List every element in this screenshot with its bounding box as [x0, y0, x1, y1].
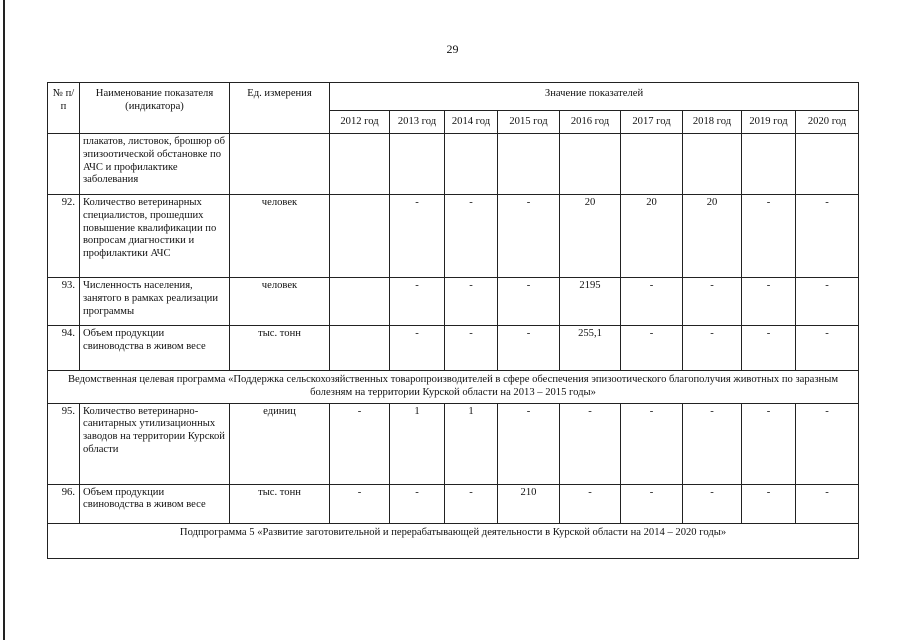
header-year: 2019 год: [742, 111, 796, 134]
table-row: [48, 403, 859, 484]
value-cell: -: [498, 403, 560, 484]
value-cell: -: [560, 403, 621, 484]
value-cell: [683, 134, 742, 195]
value-cell: [498, 134, 560, 195]
section-title: Подпрограмма 5 «Развитие заготовительной и перерабатывающей деятельности в Курской области на 2014 – 2020 годы»: [48, 523, 859, 558]
value-cell: -: [390, 326, 445, 371]
header-year: 2018 год: [683, 111, 742, 134]
value-cell: -: [742, 195, 796, 278]
section-title: Ведомственная целевая программа «Поддержка сельскохозяйственных товаропроизводителей в сфере обеспечения эпизоотического благополучия животных по заразным болезням на территории Курской области на 2013 – 2015 годы»: [48, 371, 859, 404]
value-cell: 20: [621, 195, 683, 278]
header-year: 2016 год: [560, 111, 621, 134]
table-row: [48, 278, 859, 326]
value-cell: [796, 134, 859, 195]
header-unit: Ед. измерения: [230, 83, 330, 134]
value-cell: 1: [445, 403, 498, 484]
value-cell: [330, 134, 390, 195]
value-cell: -: [742, 403, 796, 484]
unit: тыс. тонн: [230, 326, 330, 371]
header-year: 2017 год: [621, 111, 683, 134]
value-cell: -: [796, 278, 859, 326]
table-row: [48, 326, 859, 371]
value-cell: -: [498, 195, 560, 278]
header-number: № п/п: [48, 83, 80, 134]
header-indicator-name: Наименование показателя (индикатора): [80, 83, 230, 134]
unit: тыс. тонн: [230, 484, 330, 523]
unit: человек: [230, 195, 330, 278]
value-cell: 255,1: [560, 326, 621, 371]
table-row: [48, 134, 859, 195]
value-cell: -: [621, 403, 683, 484]
section-row: [48, 371, 859, 404]
value-cell: -: [621, 326, 683, 371]
row-number: 92.: [48, 195, 80, 278]
indicator-name: Численность населения, занятого в рамках реализации программы: [80, 278, 230, 326]
value-cell: -: [742, 484, 796, 523]
value-cell: -: [390, 484, 445, 523]
indicator-name: Объем продукции свиноводства в живом весе: [80, 326, 230, 371]
value-cell: -: [796, 326, 859, 371]
value-cell: 1: [390, 403, 445, 484]
indicator-name: Объем продукции свиноводства в живом весе: [80, 484, 230, 523]
value-cell: [330, 278, 390, 326]
row-number: 96.: [48, 484, 80, 523]
header-year: 2020 год: [796, 111, 859, 134]
section-row: [48, 523, 859, 558]
header-year: 2015 год: [498, 111, 560, 134]
value-cell: [445, 134, 498, 195]
page-number: 29: [446, 42, 459, 56]
value-cell: 20: [560, 195, 621, 278]
value-cell: 2195: [560, 278, 621, 326]
value-cell: -: [390, 195, 445, 278]
unit: человек: [230, 278, 330, 326]
value-cell: -: [796, 403, 859, 484]
value-cell: [742, 134, 796, 195]
table-row: [48, 195, 859, 278]
value-cell: [390, 134, 445, 195]
value-cell: -: [560, 484, 621, 523]
indicator-table: [47, 82, 859, 559]
unit: единиц: [230, 403, 330, 484]
value-cell: 20: [683, 195, 742, 278]
scan-edge: [3, 0, 5, 640]
unit: [230, 134, 330, 195]
header-year: 2012 год: [330, 111, 390, 134]
value-cell: -: [498, 326, 560, 371]
row-number: 94.: [48, 326, 80, 371]
header-year: 2014 год: [445, 111, 498, 134]
header-year: 2013 год: [390, 111, 445, 134]
value-cell: [330, 326, 390, 371]
value-cell: -: [683, 326, 742, 371]
table-row: [48, 484, 859, 523]
row-number: 95.: [48, 403, 80, 484]
value-cell: -: [742, 278, 796, 326]
value-cell: [330, 195, 390, 278]
value-cell: -: [445, 326, 498, 371]
value-cell: -: [445, 484, 498, 523]
value-cell: [621, 134, 683, 195]
row-number: [48, 134, 80, 195]
value-cell: -: [498, 278, 560, 326]
value-cell: -: [683, 278, 742, 326]
value-cell: -: [742, 326, 796, 371]
value-cell: -: [445, 195, 498, 278]
row-number: 93.: [48, 278, 80, 326]
value-cell: -: [683, 403, 742, 484]
value-cell: 210: [498, 484, 560, 523]
value-cell: -: [330, 484, 390, 523]
value-cell: -: [796, 195, 859, 278]
indicator-name: Количество ветеринарно-санитарных утилизационных заводов на территории Курской области: [80, 403, 230, 484]
header-values: Значение показателей: [330, 83, 859, 111]
value-cell: -: [621, 484, 683, 523]
value-cell: -: [390, 278, 445, 326]
header-row-1: [48, 83, 859, 111]
value-cell: -: [796, 484, 859, 523]
value-cell: -: [445, 278, 498, 326]
value-cell: -: [621, 278, 683, 326]
value-cell: -: [683, 484, 742, 523]
value-cell: [560, 134, 621, 195]
indicator-name: Количество ветеринарных специалистов, прошедших повышение квалификации по вопросам диагностики и профилактики АЧС: [80, 195, 230, 278]
value-cell: -: [330, 403, 390, 484]
indicator-name: плакатов, листовок, брошюр об эпизоотической обстановке по АЧС и профилактике заболевания: [80, 134, 230, 195]
